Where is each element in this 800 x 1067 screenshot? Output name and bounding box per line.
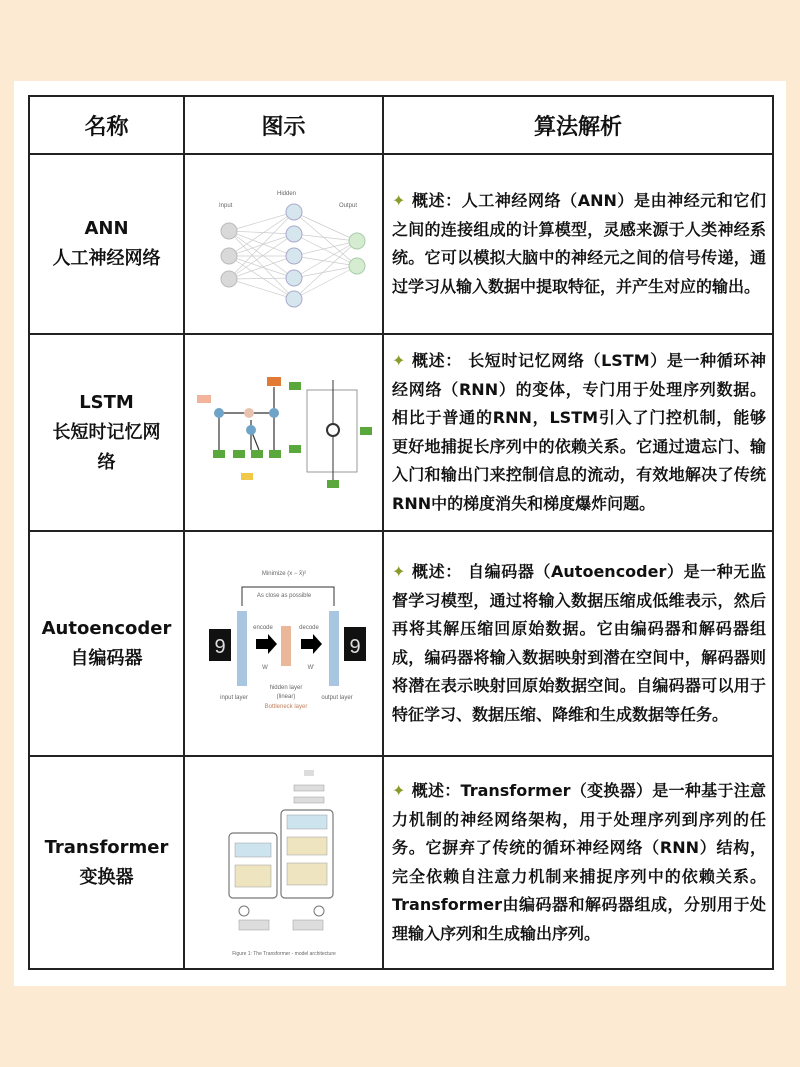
- label-linear: (linear): [276, 694, 295, 700]
- connection: [294, 234, 357, 241]
- label-hidden: Hidden: [276, 191, 296, 197]
- name-zh: 自编码器: [70, 647, 143, 669]
- connection: [294, 241, 357, 256]
- neuron: [286, 270, 302, 286]
- table-row-autoencoder: [29, 531, 773, 756]
- figure-caption: Figure 1: The Transformer - model architecture: [231, 951, 336, 957]
- table-row-lstm: [29, 334, 773, 531]
- neuron: [221, 248, 237, 264]
- sparkle-icon: ✦: [392, 562, 406, 581]
- label-encode: encode: [252, 625, 273, 631]
- connection: [294, 241, 357, 278]
- connection: [229, 231, 294, 256]
- label-wt: W': [307, 665, 314, 671]
- header-row: [29, 96, 773, 154]
- description-cell: [383, 334, 773, 531]
- name-zh: 人工神经网络: [52, 248, 161, 269]
- connection: [294, 212, 357, 241]
- figure-cell: [184, 154, 383, 334]
- label-decode: decode: [298, 625, 319, 631]
- connection: [229, 278, 294, 279]
- connection: [294, 266, 357, 278]
- connection: [229, 231, 294, 234]
- sparkle-icon: ✦: [392, 351, 406, 370]
- neuron: [286, 291, 302, 307]
- connection: [294, 266, 357, 299]
- algorithm-table: [28, 95, 774, 970]
- name-en: ANN: [84, 218, 129, 239]
- figure-cell: [184, 531, 383, 756]
- header-figure: 图示: [184, 96, 383, 154]
- neuron: [221, 223, 237, 239]
- figure-cell: [184, 756, 383, 969]
- description-text: 概述： 自编码器（Autoencoder）是一种无监督学习模型，通过将输入数据压缩成低维表示，然后再将其解压缩回原始数据。它由编码器和解码器组成，编码器将输入数据映射到潜在空间中，解码器则将潜在表示映射回原始数据空间。自编码器可以用于特征学习、数据压缩、降维和生成数据等任务。: [392, 562, 766, 724]
- autoencoder-diagram: [189, 561, 379, 726]
- transformer-diagram: [209, 765, 359, 960]
- name-cell: [29, 334, 184, 531]
- label-bottleneck: Bottleneck layer: [264, 704, 307, 710]
- connection: [229, 212, 294, 256]
- neuron: [286, 226, 302, 242]
- description-text: 概述： 长短时记忆网络（LSTM）是一种循环神经网络（RNN）的变体，专门用于处理序列数据。相比于普通的RNN，LSTM引入了门控机制，能够更好地捕捉长序列中的依赖关系。它通过遗忘门、输入门和输出门来控制信息的流动，有效地解决了传统RNN中的梯度消失和梯度爆炸问题。: [392, 351, 766, 513]
- description-cell: [383, 756, 773, 969]
- header-analysis: 算法解析: [383, 96, 773, 154]
- neuron: [286, 204, 302, 220]
- name-cell: [29, 154, 184, 334]
- sparkle-icon: ✦: [392, 781, 406, 800]
- connection: [229, 212, 294, 231]
- lstm-diagram: [189, 365, 379, 500]
- name-zh: 长短时记忆网络: [52, 421, 161, 473]
- connection: [229, 231, 294, 278]
- svg-text:9: 9: [348, 636, 361, 658]
- label-minimize: Minimize (x − x̂)²: [261, 571, 306, 577]
- neuron: [349, 233, 365, 249]
- table-row-ann: [29, 154, 773, 334]
- name-zh: 变换器: [79, 866, 134, 888]
- label-hidden-layer: hidden layer: [269, 685, 302, 691]
- name-en: Autoencoder: [41, 617, 172, 639]
- ann-diagram: [199, 179, 369, 309]
- svg-text:9: 9: [213, 636, 226, 658]
- description-cell: [383, 531, 773, 756]
- connection: [229, 212, 294, 279]
- sparkle-icon: ✦: [392, 191, 406, 210]
- label-w: W: [261, 665, 268, 671]
- label-input-layer: input layer: [219, 695, 248, 701]
- figure-cell: [184, 334, 383, 531]
- label-output: Output: [338, 203, 357, 209]
- neuron: [221, 271, 237, 287]
- label-output-layer: output layer: [320, 695, 353, 701]
- name-cell: [29, 756, 184, 969]
- description-cell: [383, 154, 773, 334]
- description-text: 概述：Transformer（变换器）是一种基于注意力机制的神经网络架构，用于处理序列到序列的任务。它摒弃了传统的循环神经网络（RNN）结构，完全依赖自注意力机制来捕捉序列中的依赖关系。Transformer由编码器和解码器组成，分别用于处理输入序列和生成输出序列。: [392, 781, 766, 943]
- header-name: 名称: [29, 96, 184, 154]
- name-cell: [29, 531, 184, 756]
- label-input: Input: [218, 203, 232, 209]
- table-row-transformer: [29, 756, 773, 969]
- description-text: 概述：人工神经网络（ANN）是由神经元和它们之间的连接组成的计算模型，灵感来源于人类神经系统。它可以模拟大脑中的神经元之间的信号传递，通过学习从输入数据中提取特征，并产生对应的输出。: [392, 191, 766, 296]
- name-en: LSTM: [79, 391, 134, 413]
- connection: [229, 256, 294, 299]
- name-en: Transformer: [44, 836, 169, 858]
- neuron: [349, 258, 365, 274]
- label-close: As close as possible: [256, 593, 311, 599]
- neuron: [286, 248, 302, 264]
